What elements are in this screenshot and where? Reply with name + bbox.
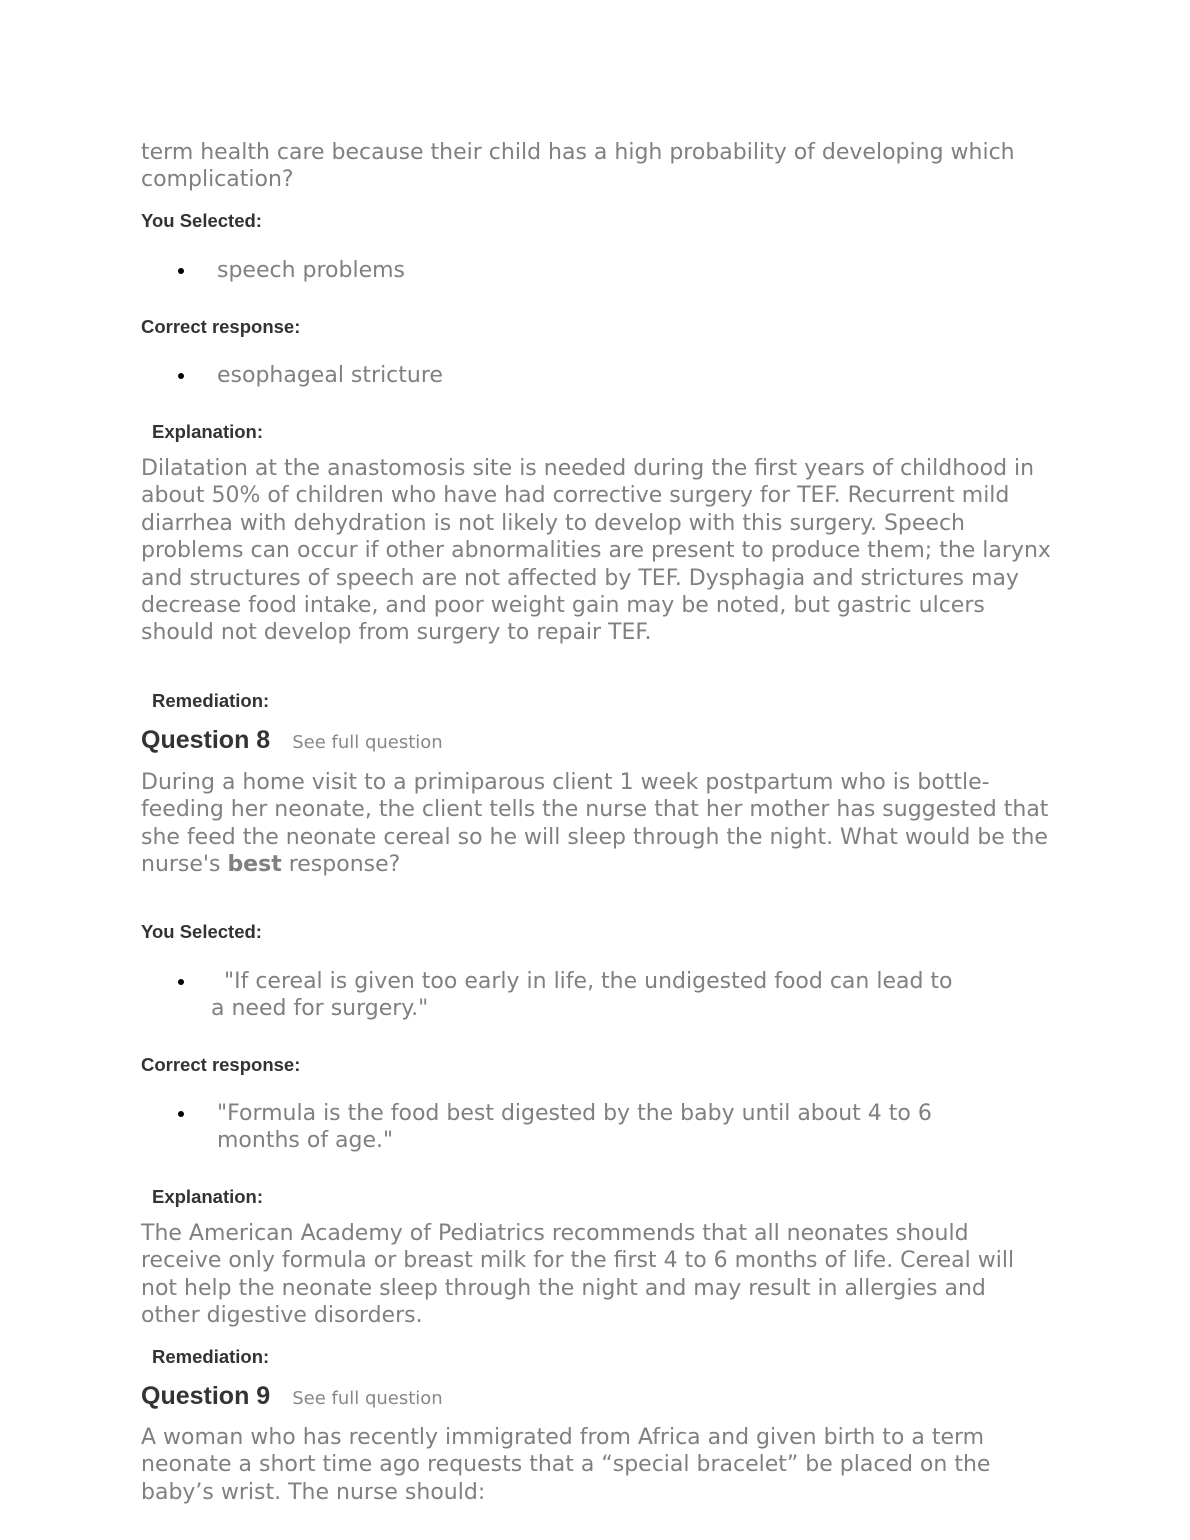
correct-answer-list xyxy=(141,1100,1001,1155)
remediation-label: Remediation: xyxy=(152,690,270,711)
selected-answer xyxy=(141,968,1041,1023)
you-selected-label: You Selected: xyxy=(141,921,262,942)
explanation-label: Explanation: xyxy=(152,421,264,442)
selected-answer-text: "If cereal is given too early in life, the undigested food can lead to xyxy=(217,969,953,994)
question-8-stem xyxy=(141,769,1053,879)
question-stem-text: nurse's xyxy=(141,852,228,878)
question-title: Question 9 xyxy=(141,1382,271,1410)
question-9-stem: A woman who has recently immigrated from Africa and given birth to a term neonate a short time ago requests that a “special bracelet” be placed on the baby’s wrist. The nurse should: xyxy=(141,1425,991,1505)
question-7-stem-tail: term health care because their child has a high probability of developing which complication? xyxy=(141,140,1015,193)
question-9-header xyxy=(141,1382,443,1411)
correct-response-label: Correct response: xyxy=(141,1054,301,1075)
bullet-icon xyxy=(178,268,184,274)
question-stem-text: response? xyxy=(281,852,401,878)
selected-answer-text: a need for surgery." xyxy=(211,996,429,1022)
correct-response-label: Correct response: xyxy=(141,316,301,337)
question-stem-text: During a home visit to a primiparous client 1 week postpartum who is bottle-feeding her neonate, the client tells the nurse that her mother has suggested that she feed the neonate cereal so he will sleep through the night. What would be the xyxy=(141,770,1049,850)
explanation-label: Explanation: xyxy=(152,1186,264,1207)
correct-answer-text: "Formula is the food best digested by the baby until about 4 to 6 months of age." xyxy=(217,1101,932,1154)
see-full-question-link[interactable]: See full question xyxy=(292,732,443,753)
bullet-icon xyxy=(178,979,184,985)
correct-answer-text: esophageal stricture xyxy=(217,363,443,388)
correct-answer xyxy=(141,362,1041,389)
you-selected-label: You Selected: xyxy=(141,210,262,231)
selected-answer-list xyxy=(141,257,1041,284)
remediation-label: Remediation: xyxy=(152,1346,270,1367)
question-8-header xyxy=(141,726,443,755)
emphasis-text: best xyxy=(227,852,282,878)
selected-answer-text: speech problems xyxy=(217,258,406,283)
correct-answer xyxy=(141,1100,1001,1155)
bullet-icon xyxy=(178,373,184,379)
selected-answer-list xyxy=(141,968,1041,1023)
selected-answer xyxy=(141,257,1041,284)
bullet-icon xyxy=(178,1111,184,1117)
correct-answer-list xyxy=(141,362,1041,389)
explanation-text: Dilatation at the anastomosis site is needed during the first years of childhood in about 50% of children who have had corrective surgery for TEF. Recurrent mild diarrhea with dehydration is not likely to develop with this surgery. Speech problems can occur if other abnormalities are present to produce them; the larynx and structures of speech are not affected by TEF. Dysphagia and strictures may decrease food intake, and poor weight gain may be noted, but gastric ulcers should not develop from surgery to repair TEF. xyxy=(141,456,1051,646)
question-title: Question 8 xyxy=(141,726,271,754)
see-full-question-link[interactable]: See full question xyxy=(292,1388,443,1409)
explanation-text: The American Academy of Pediatrics recommends that all neonates should receive only formula or breast milk for the first 4 to 6 months of life. Cereal will not help the neonate sleep through the night and may result in allergies and other digestive disorders. xyxy=(141,1221,1015,1329)
